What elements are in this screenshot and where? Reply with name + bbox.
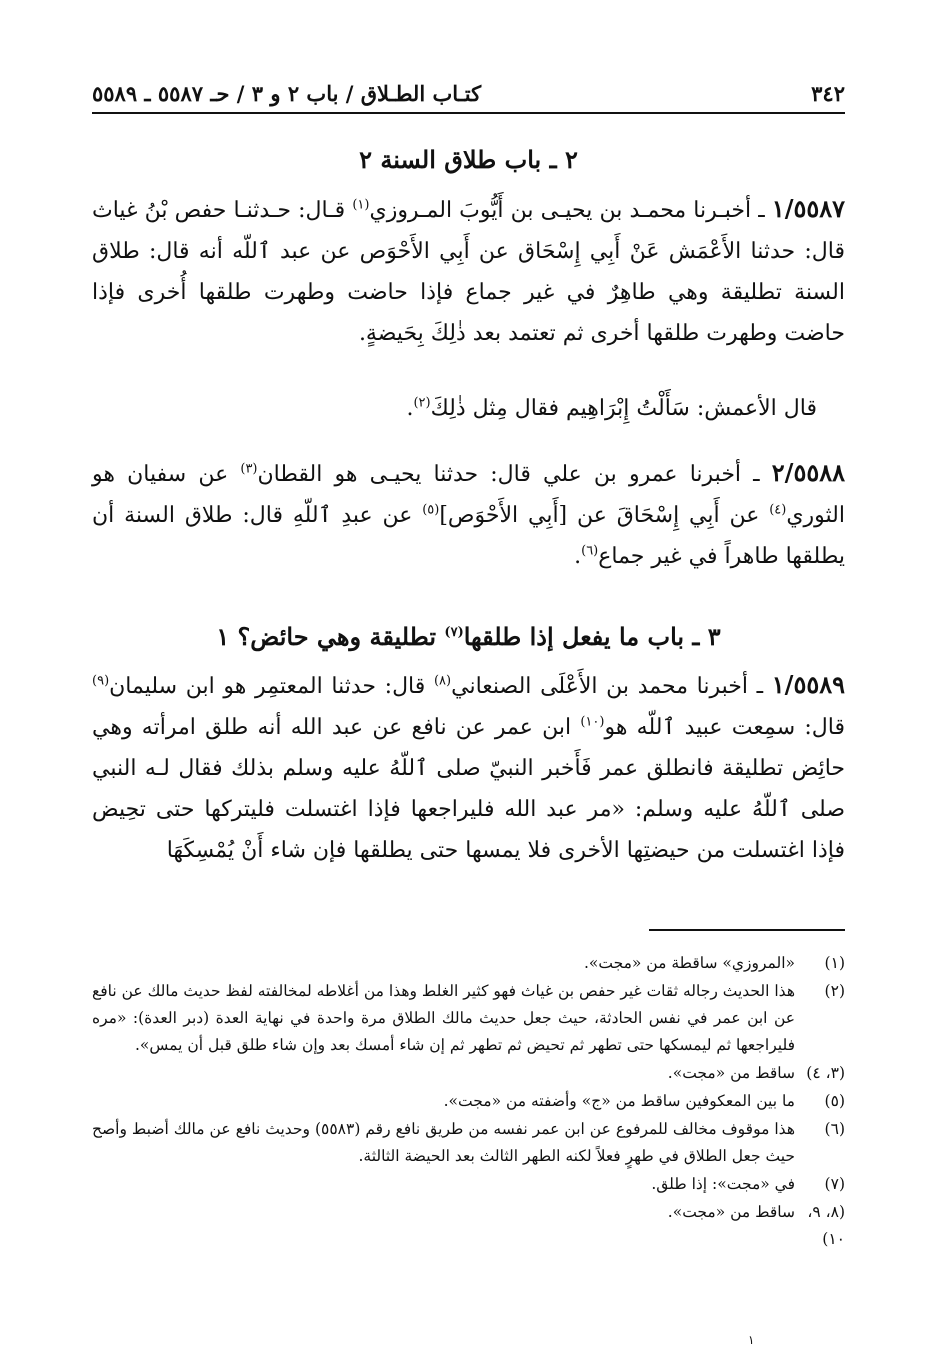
- hadith-number: ٢/٥٥٨٨: [771, 458, 845, 487]
- section-title-text: ٣ ـ باب ما يفعل إذا طلقها: [463, 622, 721, 651]
- footnote: [92, 978, 845, 1059]
- footnote-number: (٢): [824, 982, 845, 1000]
- folio-mark: ١: [748, 1333, 755, 1347]
- footnote: [92, 1116, 845, 1170]
- footnote-ref: (٢): [413, 395, 431, 411]
- footnote: [92, 950, 845, 977]
- footnote-ref: (٨): [433, 673, 452, 689]
- hadith-text: عن سفيان هو الثوري: [92, 462, 845, 528]
- footnote-ref: (٩): [92, 673, 110, 689]
- hadith-5587: [92, 188, 845, 354]
- hadith-text: عن أَبِي إِسْحَاقَ عن [أَبِي الأَحْوَص]: [439, 503, 760, 528]
- footnote-ref: (٦): [581, 543, 599, 559]
- hadith-number: ١/٥٥٨٩: [771, 670, 845, 699]
- footnote-number: (١): [824, 954, 845, 972]
- footnote: [92, 1171, 845, 1198]
- footnote-text: ساقط من «مجت».: [667, 1064, 795, 1082]
- footnote-text: ساقط من «مجت».: [667, 1203, 795, 1221]
- footnote-number: (٣، ٤): [806, 1064, 845, 1082]
- hadith-text: قال: سمِعت عبيد ٱللّه هو: [604, 715, 845, 740]
- footnotes: [92, 950, 845, 1254]
- footnote-ref: (٣): [240, 461, 258, 477]
- footnote-text: «المروزي» ساقطة من «مجت».: [583, 954, 795, 972]
- footnote-number: (٦): [824, 1120, 845, 1138]
- punctuation: .: [406, 396, 414, 421]
- hadith-text: قال الأعمش: سَأَلْتُ إِبْرَاهِيم فقال مِثل ذٰلِكَ: [430, 396, 817, 421]
- section-title-2: [92, 143, 845, 177]
- footnote: [92, 1088, 845, 1115]
- page-header: [92, 76, 845, 110]
- footnote-text: ما بين المعكوفين ساقط من «ج» وأضفته من «مجت».: [443, 1092, 795, 1110]
- hadith-text: ابن عمر عن نافع عن عبد الله أنه طلق امرأته وهي حائِض تطليقة فانطلق عمر فَأَخبر النبيّ صلى ٱللّهُ عليه وسلم بذلك فقال لـه النبي صلى ٱللّهُ عليه وسلم: «مر عبد الله فليراجعها فإذا اغتسلت فليتركها حتى تحِيض فإذا اغتسلت من حيضتِها الأخرى فلا يمسها حتى يطلقها فإن شاء أَنْ يُمْسِكَهَا: [92, 715, 845, 863]
- hadith-text: ـ أخبرنا عمرو بن علي قال: حدثنا يحيـى هو القطان: [257, 462, 760, 487]
- hadith-text: قال: حدثنا المعتمِر هو ابن سليمان: [109, 674, 426, 699]
- footnote-number: (٥): [824, 1092, 845, 1110]
- footnote-ref: (٥): [422, 502, 440, 518]
- footnote-ref: (٧): [444, 625, 464, 640]
- footnote: [92, 1060, 845, 1087]
- footnote-number: (٧): [824, 1175, 845, 1193]
- running-title: كتـاب الطـلاق / باب ٢ و ٣ / حـ ٥٥٨٧ ـ ٥٥٨٩: [92, 80, 482, 106]
- section-title-text: تطليقة وهي حائض؟ ١: [216, 622, 437, 651]
- footnote-number: (٨، ٩، ١٠): [807, 1203, 845, 1248]
- hadith-text: ـ أخبرنا محمد بن الأَعْلَى الصنعاني: [451, 674, 764, 699]
- footnote-ref: (٤): [769, 502, 787, 518]
- hadith-5589: [92, 664, 845, 871]
- section-title-3: [92, 616, 845, 654]
- section-title-text: ٢ ـ باب طلاق السنة ٢: [359, 145, 578, 174]
- footnote-ref: (١٠): [580, 714, 605, 730]
- header-rule: [92, 112, 845, 114]
- hadith-number: ١/٥٥٨٧: [771, 194, 846, 223]
- hadith-text: عن عبدِ ٱللّهِ قال: طلاق السنة أن يطلقها طاهراً في غير جماع: [92, 503, 845, 569]
- footnote: [92, 1199, 845, 1253]
- footnote-text: في «مجت»: إذا طلق.: [651, 1175, 795, 1193]
- punctuation: .: [574, 544, 582, 569]
- page-number: ٣٤٢: [811, 80, 845, 106]
- footnote-text: هذا الحديث رجاله ثقات غير حفص بن غياث فهو كثير الغلط وهذا من أغلاطه لمخالفته لفظ حديث مالك عن نافع عن ابن عمر في نفس الحادثة، حيث جعل حديث مالك الطلاق مرة واحدة في نهاية العدة (دبر العدة): «مره فليراجعها ثم ليمسكها حتى تطهر ثم تحيض ثم تطهر ثم إن شاء أمسك بعد وإن شاء طلق قبل أن يمس».: [92, 982, 795, 1054]
- hadith-5588: [92, 452, 845, 577]
- footnote-rule: [649, 929, 845, 931]
- footnote-text: هذا موقوف مخالف للمرفوع عن ابن عمر نفسه من طريق نافع رقم (٥٥٨٣) وحديث نافع عن مالك أضبط وأصح حيث جعل الطلاق في طهرٍ فعلاً لكنه الطهر الثالث بعد الحيضة الثالثة.: [92, 1120, 795, 1165]
- hadith-5587-note: [92, 388, 845, 429]
- hadith-text: ـ أخبـرنا محمـد بن يحيـى بن أَيُّوبَ المـروزي: [369, 198, 765, 223]
- footnote-ref: (١): [352, 197, 370, 213]
- hadith-text: قـال: حـدثنـا حفص بْنُ غياث قال: حدثنا الأَعْمَش عَنْ أَبِي إِسْحَاق عن أَبِي الأَحْوَص عن عبد ٱللّه أنه قال: طلاق السنة تطليقة وهي طاهِرٌ في غير جماع فإذا حاضت وطهرت طلقها أُخرى فإذا حاضت وطهرت طلقها أخرى ثم تعتمد بعد ذٰلِكَ بِحَيضةٍ.: [92, 198, 845, 346]
